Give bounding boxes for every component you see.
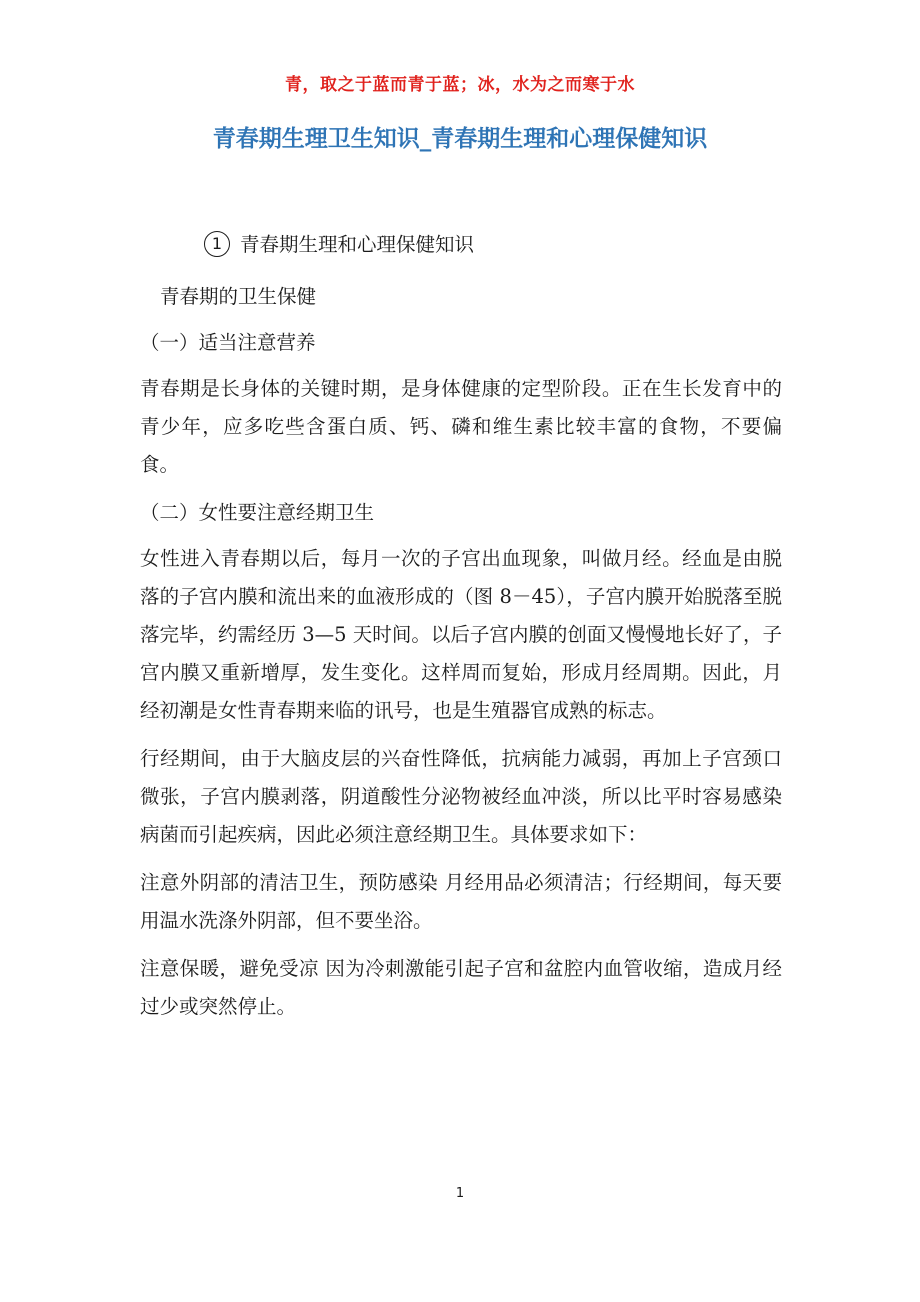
paragraph-menstruation: 女性进入青春期以后，每月一次的子宫出血现象，叫做月经。经血是由脱落的子宫内膜和流出来的血液形成的（图 8－45），子宫内膜开始脱落至脱落完毕，约需经历 3—5 天时间。以后子宫内膜的创面又慢慢地长好了，子宫内膜又重新增厚，发生变化。这样周而复始，形成月经周期。因此，月经初潮是女性青春期来临的讯号，也是生殖器官成熟的标志。 [140, 547, 782, 722]
section-heading-2: （二）女性要注意经期卫生 [140, 501, 375, 524]
document-body [140, 226, 782, 1036]
section-heading-1: （一）适当注意营养 [140, 331, 316, 354]
motto-line: 青，取之于蓝而青于蓝；冰，水为之而寒于水 [285, 75, 635, 95]
paragraph-warmth: 注意保暖，避免受凉 因为冷刺激能引起子宫和盆腔内血管收缩，造成月经过少或突然停止。 [140, 957, 782, 1018]
circled-number-marker: 1 [204, 231, 230, 257]
numbered-item [140, 226, 782, 264]
document-title: 青春期生理卫生知识_青春期生理和心理保健知识 [212, 126, 708, 152]
paragraph-hygiene: 注意外阴部的清洁卫生，预防感染 月经用品必须清洁；行经期间，每天要用温水洗涤外阴部，但不要坐浴。 [140, 871, 782, 932]
paragraph-menstrual-period: 行经期间，由于大脑皮层的兴奋性降低，抗病能力减弱，再加上子宫颈口微张，子宫内膜剥落，阴道酸性分泌物被经血冲淡，所以比平时容易感染病菌而引起疾病，因此必须注意经期卫生。具体要求如下： [140, 747, 782, 846]
subheading: 青春期的卫生保健 [160, 285, 317, 308]
numbered-item-text: 青春期生理和心理保健知识 [240, 233, 475, 256]
paragraph-nutrition: 青春期是长身体的关键时期，是身体健康的定型阶段。正在生长发育中的青少年，应多吃些含蛋白质、钙、磷和维生素比较丰富的食物，不要偏食。 [140, 377, 782, 476]
page-number: 1 [455, 1186, 465, 1201]
